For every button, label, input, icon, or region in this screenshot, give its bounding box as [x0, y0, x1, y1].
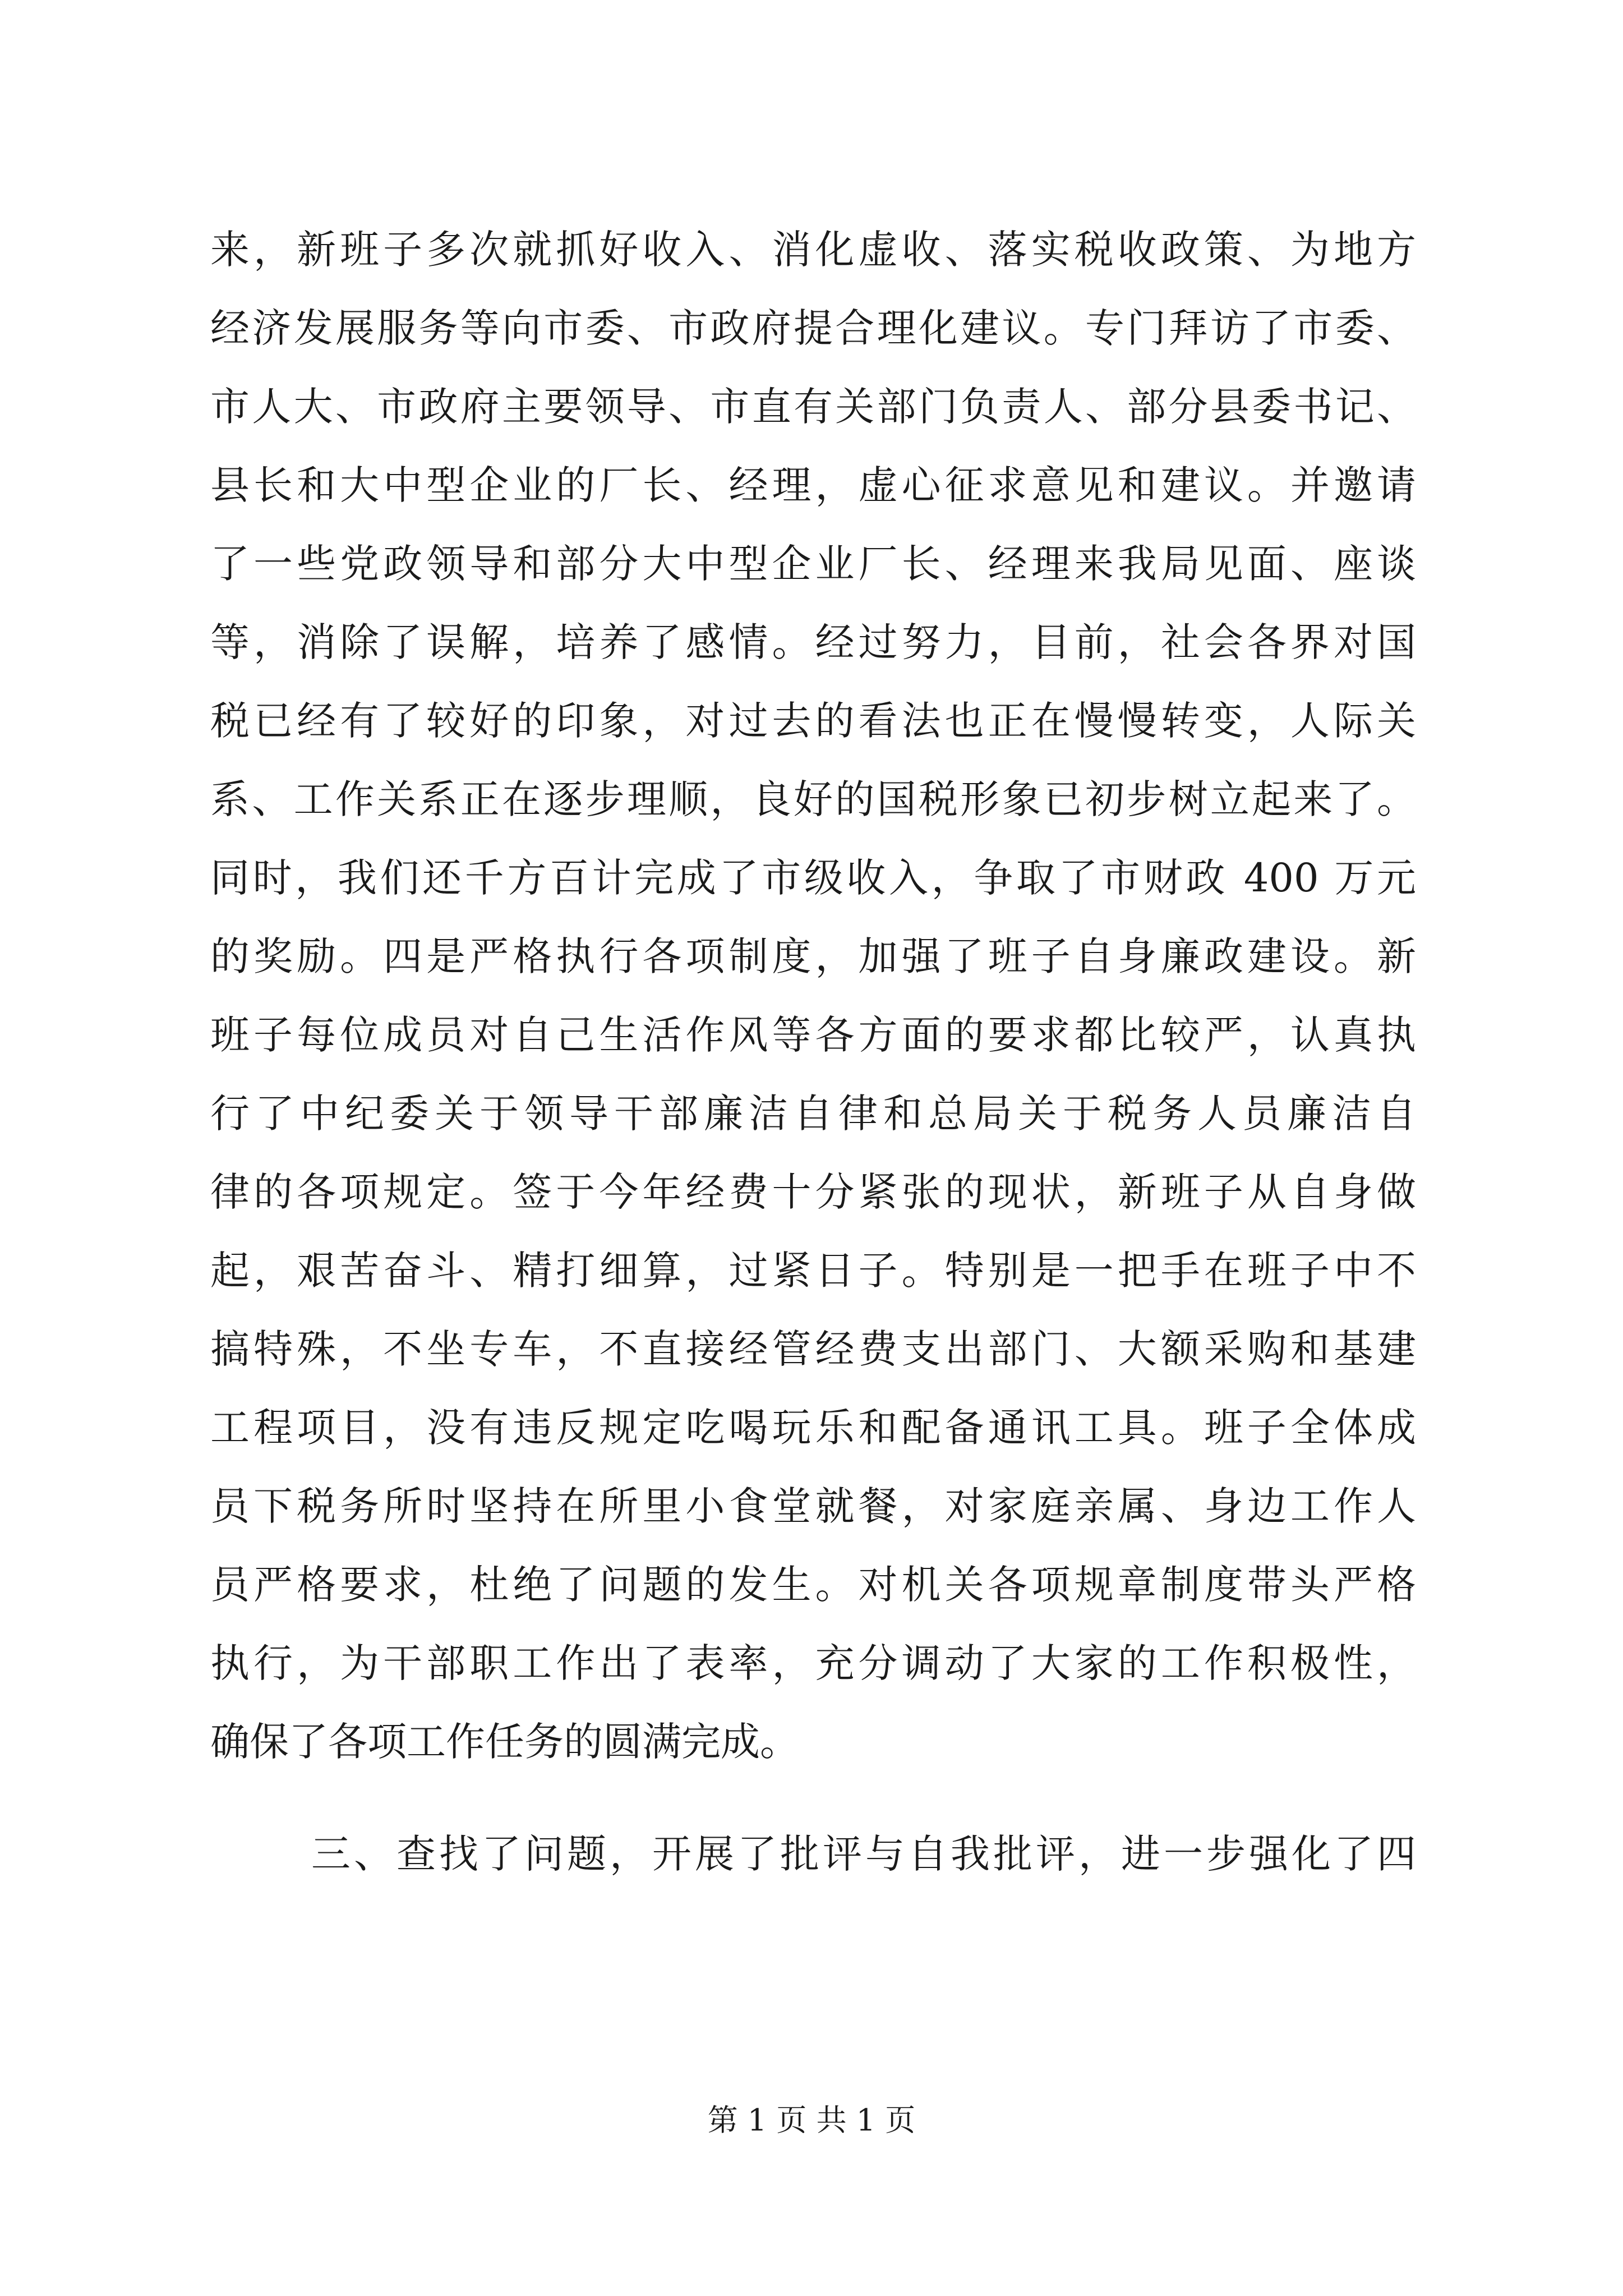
text-line: 起，艰苦奋斗、精打细算，过紧日子。特别是一把手在班子中不 — [210, 1248, 1416, 1294]
text-line: 经济发展服务等向市委、市政府提合理化建议。专门拜访了市委、 — [210, 305, 1416, 351]
text-line: 执行，为干部职工作出了表率，充分调动了大家的工作积极性， — [210, 1640, 1416, 1686]
text-line: 员严格要求，杜绝了问题的发生。对机关各项规章制度带头严格 — [210, 1562, 1416, 1608]
text-line: 税已经有了较好的印象，对过去的看法也正在慢慢转变，人际关 — [210, 698, 1416, 744]
paragraph-last-line: 确保了各项工作任务的圆满完成。 — [210, 1719, 799, 1765]
text-line: 搞特殊，不坐专车，不直接经管经费支出部门、大额采购和基建 — [210, 1326, 1416, 1372]
text-line: 律的各项规定。签于今年经费十分紧张的现状，新班子从自身做 — [210, 1169, 1416, 1215]
text-line: 行了中纪委关于领导干部廉洁自律和总局关于税务人员廉洁自 — [210, 1091, 1416, 1137]
text-line: 员下税务所时坚持在所里小食堂就餐，对家庭亲属、身边工作人 — [210, 1483, 1416, 1529]
text-line: 班子每位成员对自己生活作风等各方面的要求都比较严，认真执 — [210, 1012, 1416, 1058]
text-line: 系、工作关系正在逐步理顺，良好的国税形象已初步树立起来了。 — [210, 776, 1416, 822]
text-line: 工程项目，没有违反规定吃喝玩乐和配备通讯工具。班子全体成 — [210, 1405, 1416, 1451]
text-line: 等，消除了误解，培养了感情。经过努力，目前，社会各界对国 — [210, 619, 1416, 665]
text-line: 来，新班子多次就抓好收入、消化虚收、落实税收政策、为地方 — [210, 227, 1416, 273]
text-line: 同时，我们还千方百计完成了市级收入，争取了市财政 400 万元 — [210, 855, 1416, 901]
page-footer: 第 1 页 共 1 页 — [707, 2102, 916, 2138]
text-line: 县长和大中型企业的厂长、经理，虚心征求意见和建议。并邀请 — [210, 462, 1416, 508]
text-line: 了一些党政领导和部分大中型企业厂长、经理来我局见面、座谈 — [210, 541, 1416, 587]
text-line: 的奖励。四是严格执行各项制度，加强了班子自身廉政建设。新 — [210, 933, 1416, 979]
section-heading-line: 三、查找了问题，开展了批评与自我批评，进一步强化了四 — [311, 1831, 1416, 1877]
text-line: 市人大、市政府主要领导、市直有关部门负责人、部分县委书记、 — [210, 384, 1416, 430]
